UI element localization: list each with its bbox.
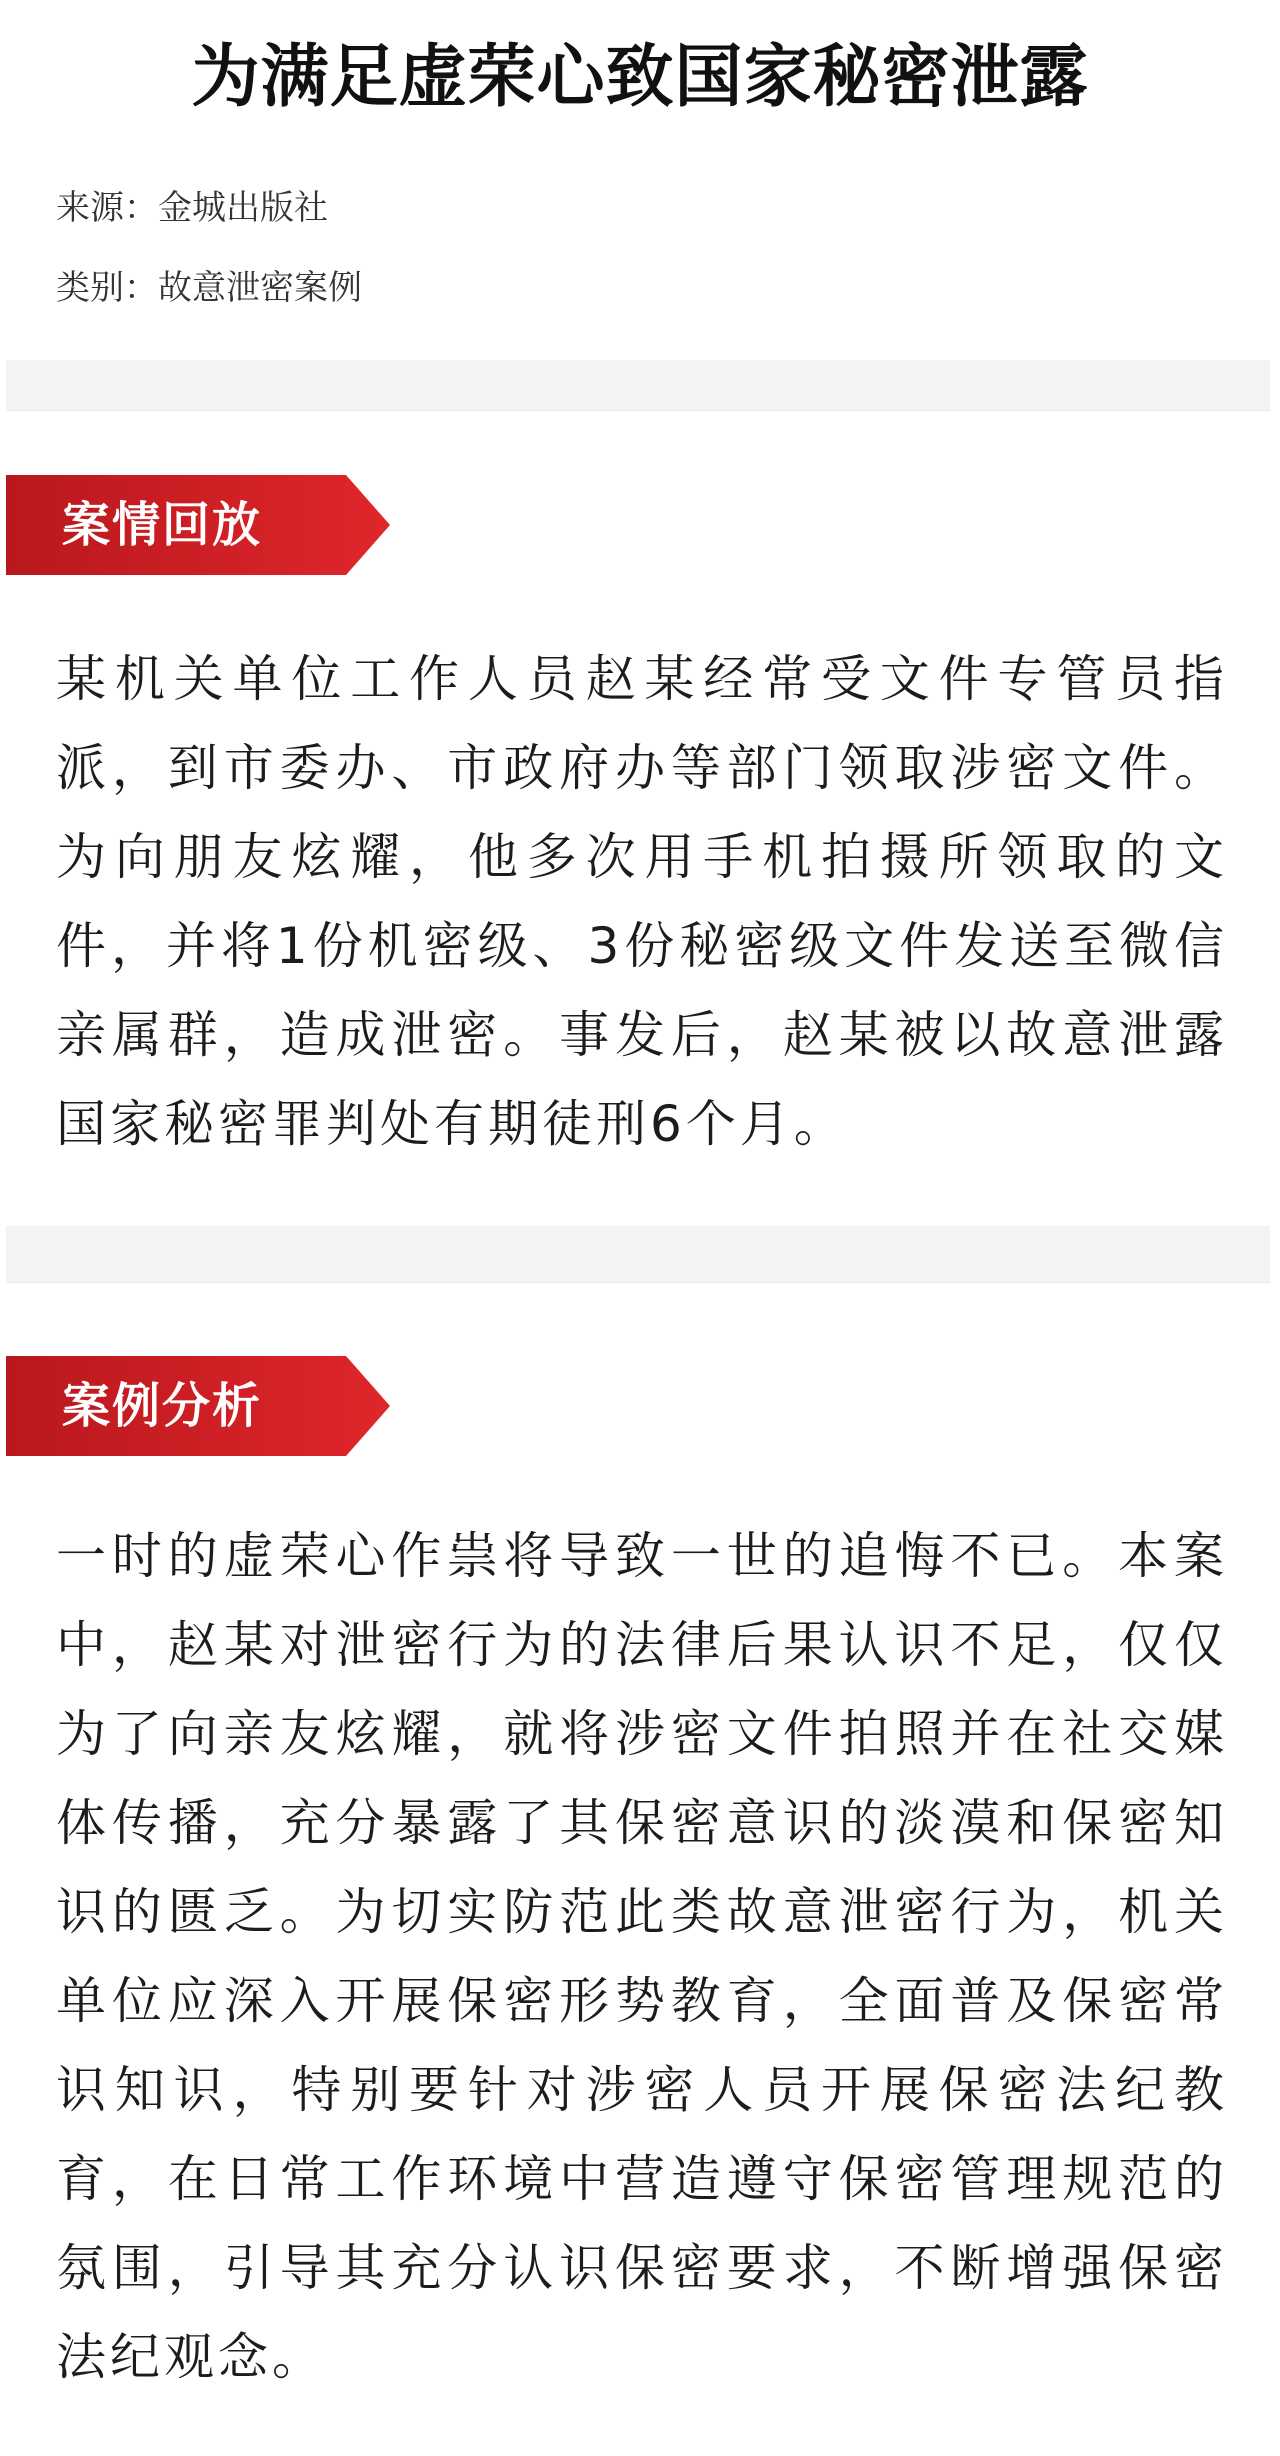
section-heading: 案情回放: [62, 497, 263, 553]
page-title: 为满足虚荣心致国家秘密泄露: [191, 38, 1089, 117]
analysis-paragraph: 一时的虚荣心作祟将导致一世的追悔不已。本案中，赵某对泄密行为的法律后果认识不足，仅仅为了向亲友炫耀，就将涉密文件拍照并在社交媒体传播，充分暴露了其保密意识的淡漠和保密知识的匮乏。为切实防范此类故意泄密行为，机关单位应深入开展保密形势教育，全面普及保密常识知识，特别要针对涉密人员开展保密法纪教育，在日常工作环境中营造遵守保密管理规范的氛围，引导其充分认识保密要求，不断增强保密法纪观念。: [56, 1527, 1228, 2386]
source-line: 来源：金城出版社: [56, 188, 328, 228]
section-divider: [6, 1226, 1270, 1283]
category-line: 类别：故意泄密案例: [56, 268, 362, 308]
section-heading: 案例分析: [62, 1378, 263, 1434]
section-tag-analysis: [6, 1356, 390, 1456]
review-paragraph: 某机关单位工作人员赵某经常受文件专管员指派，到市委办、市政府办等部门领取涉密文件。为向朋友炫耀，他多次用手机拍摄所领取的文件，并将1份机密级、3份秘密级文件发送至微信亲属群，造成泄密。事发后，赵某被以故意泄露国家秘密罪判处有期徒刑6个月。: [56, 650, 1228, 1153]
section-tag-review: [6, 475, 390, 575]
section-divider: [6, 360, 1270, 411]
